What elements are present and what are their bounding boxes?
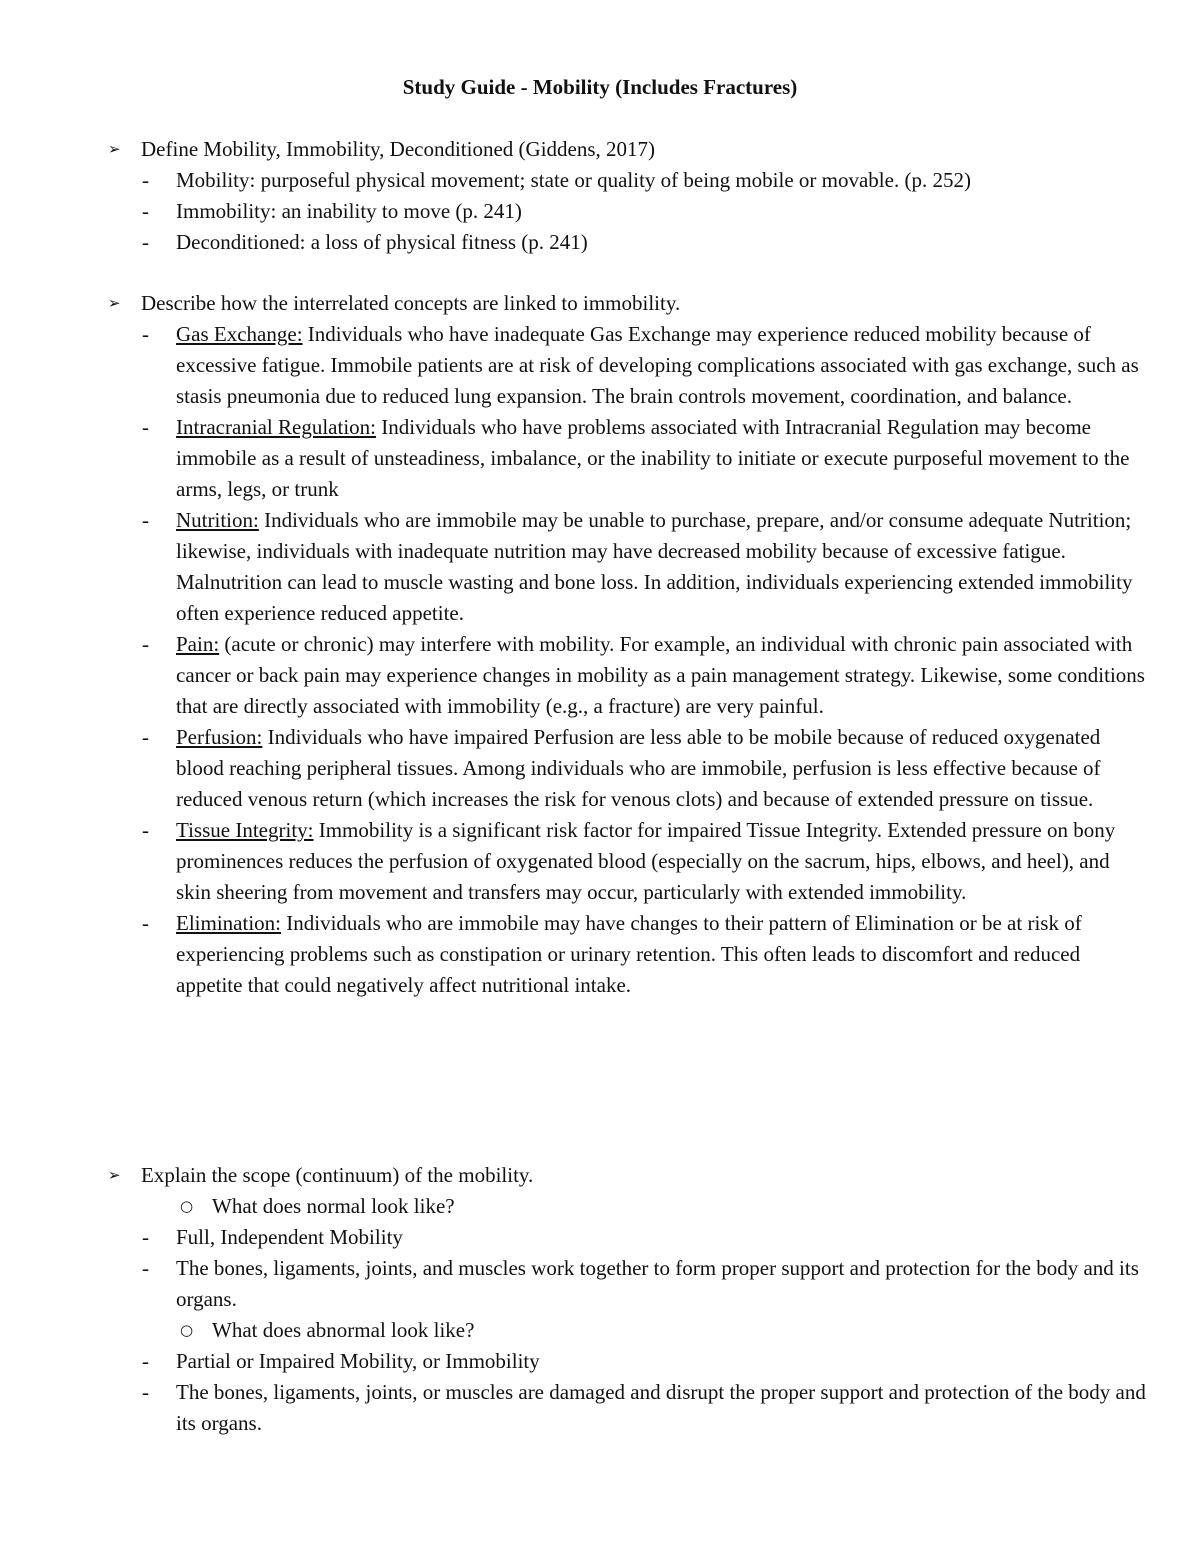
concept-pain <box>108 629 1148 722</box>
page-title: Study Guide - Mobility (Includes Fractures) <box>402 75 798 99</box>
concept-text: Individuals who have impaired Perfusion are less able to be mobile because of reduced oxygenated blood reaching peripheral tissues. Among individuals who are immobile, perfusion is less effective because of reduced venous return (which increases the risk for venous clots) and because of extended pressure on tissue. <box>176 725 1101 811</box>
section-heading <box>108 134 1148 165</box>
concept-term: Gas Exchange: <box>176 322 303 346</box>
list-item-text: Partial or Impaired Mobility, or Immobility <box>176 1349 540 1373</box>
list-item <box>108 196 1148 227</box>
list-item <box>108 1346 1148 1377</box>
dash-bullet-icon: - <box>142 415 149 439</box>
dash-bullet-icon: - <box>142 1225 149 1249</box>
concept-gas-exchange <box>108 319 1148 412</box>
sub-question <box>108 1191 1148 1222</box>
section-definitions <box>108 134 1148 258</box>
concept-term: Intracranial Regulation: <box>176 415 377 439</box>
concept-term: Tissue Integrity: <box>176 818 314 842</box>
sub-question <box>108 1315 1148 1346</box>
list-item-text: Full, Independent Mobility <box>176 1225 403 1249</box>
concept-perfusion <box>108 722 1148 815</box>
section-heading-text: Explain the scope (continuum) of the mobility. <box>141 1163 534 1187</box>
concept-text: Individuals who are immobile may be unable to purchase, prepare, and/or consume adequate Nutrition; likewise, individuals with inadequate nutrition may have decreased mobility because of excessive fatigue. Malnutrition can lead to muscle wasting and bone loss. In addition, individuals experiencing extended immobility often experience reduced appetite. <box>176 508 1133 625</box>
list-item <box>108 1222 1148 1253</box>
arrow-bullet-icon: ➢ <box>108 1166 121 1184</box>
concept-term: Elimination: <box>176 911 281 935</box>
concept-term: Perfusion: <box>176 725 263 749</box>
section-interrelated-concepts <box>108 288 1148 1001</box>
dash-bullet-icon: - <box>142 725 149 749</box>
circle-bullet-icon: ○ <box>180 1321 194 1339</box>
circle-bullet-icon: ○ <box>180 1197 194 1215</box>
concept-text: Individuals who have inadequate Gas Exchange may experience reduced mobility because of excessive fatigue. Immobile patients are at risk of developing complications associated with gas exchange, such as stasis pneumonia due to reduced lung expansion. The brain controls movement, coordination, and balance. <box>176 322 1139 408</box>
sub-question-text: What does normal look like? <box>212 1194 455 1218</box>
dash-bullet-icon: - <box>142 322 149 346</box>
concept-text: (acute or chronic) may interfere with mobility. For example, an individual with chronic pain associated with cancer or back pain may experience changes in mobility as a pain management strategy. Likewise, some conditions that are directly associated with immobility (e.g., a fracture) are very painful. <box>176 632 1145 718</box>
list-item-text: The bones, ligaments, joints, or muscles are damaged and disrupt the proper support and protection of the body and its organs. <box>176 1380 1146 1435</box>
concept-term: Nutrition: <box>176 508 259 532</box>
dash-bullet-icon: - <box>142 911 149 935</box>
dash-bullet-icon: - <box>142 632 149 656</box>
dash-bullet-icon: - <box>142 168 149 192</box>
list-item-text: The bones, ligaments, joints, and muscles work together to form proper support and protection for the body and its organs. <box>176 1256 1139 1311</box>
concept-text: Individuals who are immobile may have changes to their pattern of Elimination or be at risk of experiencing problems such as constipation or urinary retention. This often leads to discomfort and reduced appetite that could negatively affect nutritional intake. <box>176 911 1082 997</box>
list-item <box>108 165 1148 196</box>
list-item <box>108 1377 1148 1439</box>
concept-tissue-integrity <box>108 815 1148 908</box>
concept-text: Immobility is a significant risk factor for impaired Tissue Integrity. Extended pressure on bony prominences reduces the perfusion of oxygenated blood (especially on the sacrum, hips, elbows, and heel), and skin sheering from movement and transfers may occur, particularly with extended immobility. <box>176 818 1116 904</box>
list-item-text: Deconditioned: a loss of physical fitness (p. 241) <box>176 230 588 254</box>
dash-bullet-icon: - <box>142 1380 149 1404</box>
list-item <box>108 227 1148 258</box>
dash-bullet-icon: - <box>142 818 149 842</box>
dash-bullet-icon: - <box>142 199 149 223</box>
section-heading-text: Define Mobility, Immobility, Deconditioned (Giddens, 2017) <box>141 137 656 161</box>
section-heading-text: Describe how the interrelated concepts are linked to immobility. <box>141 291 681 315</box>
concept-text: Individuals who have problems associated with Intracranial Regulation may become immobile as a result of unsteadiness, imbalance, or the inability to initiate or execute purposeful movement to the arms, legs, or trunk <box>176 415 1130 501</box>
section-scope <box>108 1160 1148 1439</box>
sub-question-text: What does abnormal look like? <box>212 1318 475 1342</box>
dash-bullet-icon: - <box>142 508 149 532</box>
dash-bullet-icon: - <box>142 1256 149 1280</box>
concept-nutrition <box>108 505 1148 629</box>
list-item-text: Immobility: an inability to move (p. 241) <box>176 199 522 223</box>
dash-bullet-icon: - <box>142 1349 149 1373</box>
arrow-bullet-icon: ➢ <box>108 294 121 312</box>
concept-elimination <box>108 908 1148 1001</box>
concept-term: Pain: <box>176 632 220 656</box>
section-heading <box>108 288 1148 319</box>
dash-bullet-icon: - <box>142 230 149 254</box>
list-item <box>108 1253 1148 1315</box>
arrow-bullet-icon: ➢ <box>108 140 121 158</box>
section-heading <box>108 1160 1148 1191</box>
list-item-text: Mobility: purposeful physical movement; state or quality of being mobile or movable. (p. 252) <box>176 168 971 192</box>
concept-intracranial-regulation <box>108 412 1148 505</box>
